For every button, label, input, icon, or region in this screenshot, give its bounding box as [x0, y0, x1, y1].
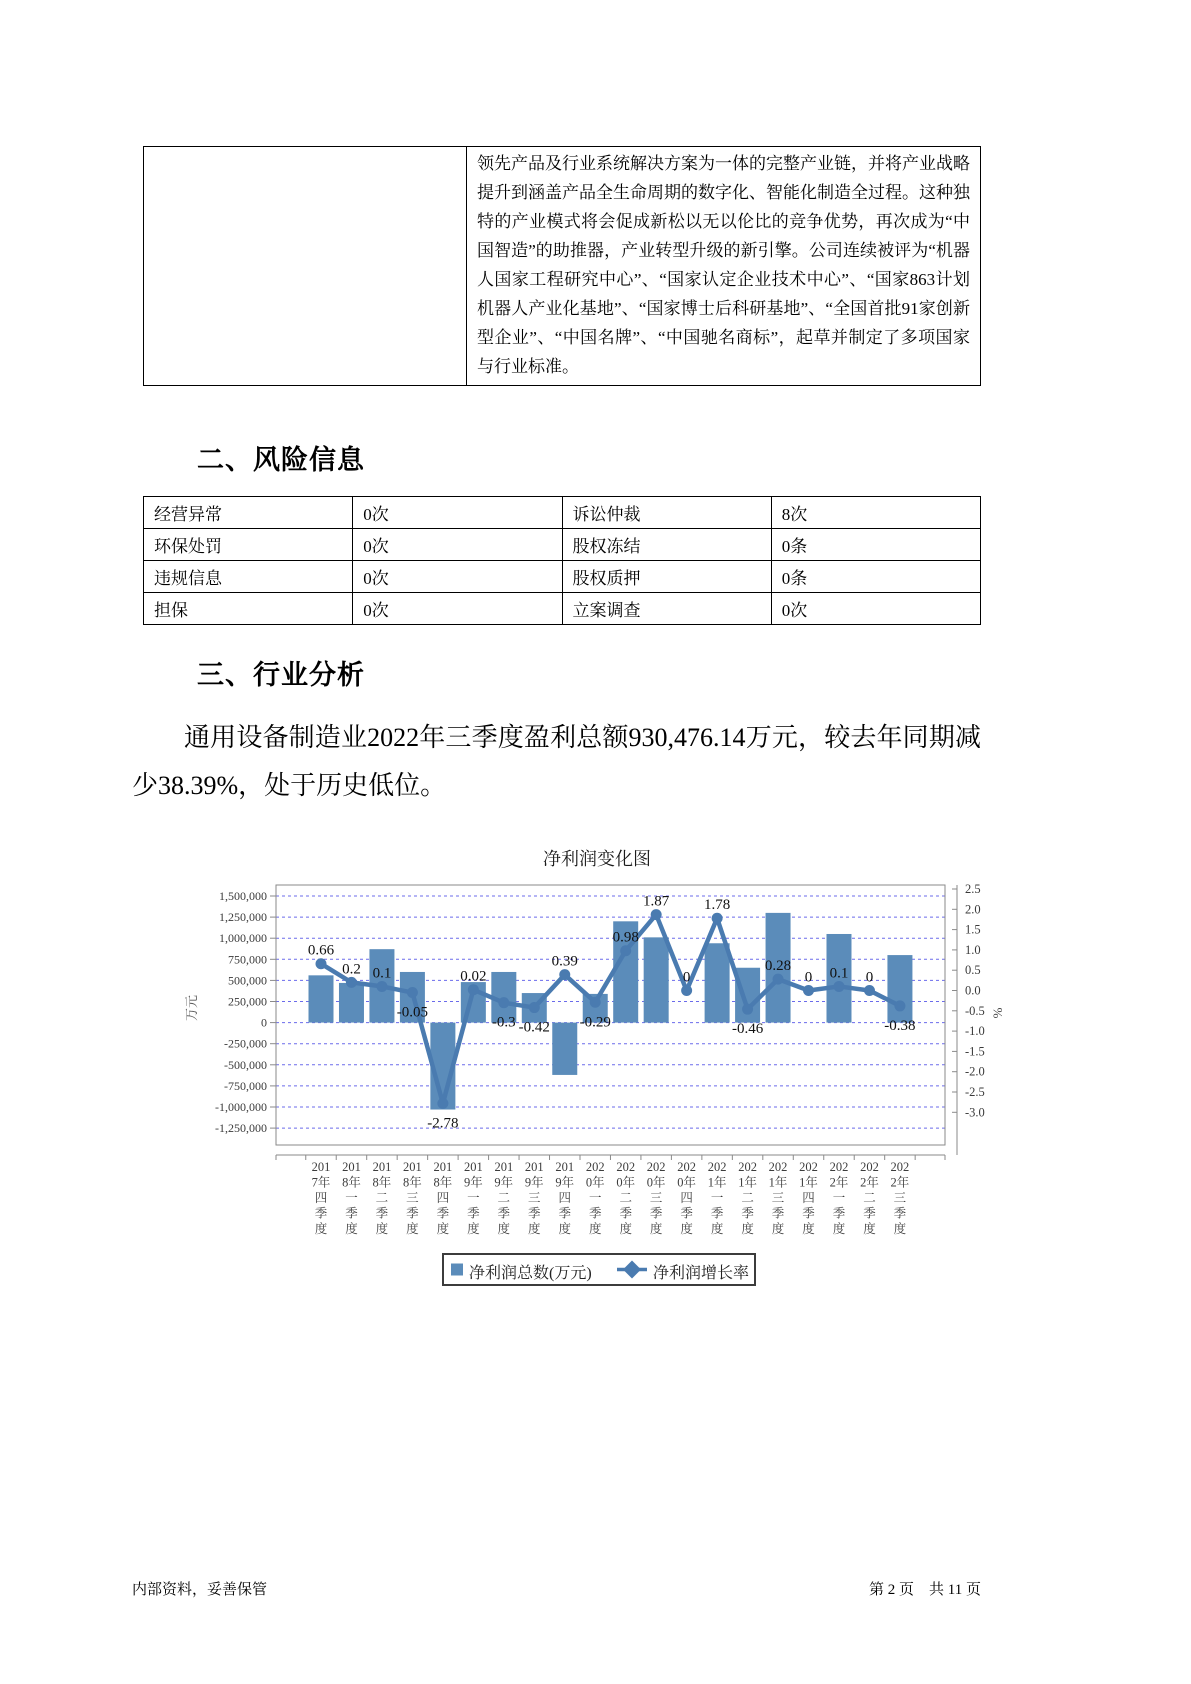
svg-text:1.5: 1.5	[965, 922, 981, 937]
svg-text:万元: 万元	[184, 994, 199, 1022]
svg-text:2020年二季度: 202 0年二季度	[616, 1160, 636, 1236]
industry-analysis-paragraph: 通用设备制造业2022年三季度盈利总额930,476.14万元，较去年同期减少38.39%，处于历史低位。	[132, 723, 981, 800]
svg-text:0: 0	[804, 969, 813, 986]
svg-text:0.39: 0.39	[551, 953, 578, 970]
svg-text:净利润变化图: 净利润变化图	[543, 849, 651, 869]
svg-text:0: 0	[682, 969, 691, 986]
risk-table-cell: 担保	[144, 593, 353, 625]
svg-text:0.28: 0.28	[764, 958, 792, 975]
svg-text:2020年三季度: 202 0年三季度	[646, 1160, 666, 1236]
risk-table-cell: 环保处罚	[144, 529, 353, 561]
svg-text:0.02: 0.02	[460, 968, 487, 985]
svg-text:2.0: 2.0	[965, 902, 981, 917]
svg-text:2022年二季度: 202 2年二季度	[860, 1160, 879, 1236]
svg-text:0.0: 0.0	[965, 983, 981, 998]
risk-table-row	[144, 529, 981, 561]
svg-text:2019年一季度: 201 9年一季度	[463, 1160, 483, 1236]
svg-text:-1,250,000: -1,250,000	[215, 1121, 267, 1136]
svg-text:2.5: 2.5	[965, 882, 981, 896]
risk-table-cell: 0次	[353, 561, 562, 593]
svg-text:-2.78: -2.78	[427, 1115, 459, 1132]
svg-text:-0.3: -0.3	[491, 1014, 516, 1031]
risk-table-cell: 0条	[771, 561, 980, 593]
svg-text:2018年四季度: 201 8年四季度	[433, 1160, 453, 1236]
svg-text:-3.0: -3.0	[965, 1105, 985, 1120]
svg-text:2019年二季度: 201 9年二季度	[494, 1160, 514, 1236]
risk-table-cell: 股权质押	[562, 561, 771, 593]
svg-text:-2.0: -2.0	[965, 1064, 985, 1079]
risk-info-table	[143, 496, 981, 625]
svg-text:2020年四季度: 202 0年四季度	[677, 1160, 697, 1236]
industry-section-heading: 三、行业分析	[197, 660, 365, 690]
svg-text:%: %	[990, 1007, 1005, 1019]
svg-text:2019年四季度: 201 9年四季度	[555, 1160, 575, 1236]
svg-text:净利润增长率: 净利润增长率	[653, 1265, 750, 1282]
risk-table-cell: 诉讼仲裁	[562, 497, 771, 529]
risk-table-cell: 0次	[771, 593, 980, 625]
risk-section-heading: 二、风险信息	[197, 445, 365, 475]
risk-table-cell: 违规信息	[144, 561, 353, 593]
svg-text:1,000,000: 1,000,000	[219, 931, 267, 946]
svg-text:0: 0	[261, 1015, 267, 1030]
company-profile-text-cell: 领先产品及行业系统解决方案为一体的完整产业链，并将产业战略提升到涵盖产品全生命周期的数字化、智能化制造全过程。这种独特的产业模式将会促成新松以无以伦比的竞争优势，再次成为“中国智造”的助推器，产业转型升级的新引擎。公司连续被评为“机器人国家工程研究中心”、“国家认定企业技术中心”、“国家863计划机器人产业化基地”、“国家博士后科研基地”、“全国首批91家创新型企业”、“中国名牌”、“中国驰名商标”，起草并制定了多项国家与行业标准。	[467, 147, 981, 386]
svg-text:2018年三季度: 201 8年三季度	[403, 1160, 422, 1236]
svg-text:750,000: 750,000	[228, 952, 267, 967]
svg-text:-1.0: -1.0	[965, 1024, 985, 1039]
risk-table-cell: 0条	[771, 529, 980, 561]
svg-text:1,250,000: 1,250,000	[219, 910, 267, 925]
svg-text:-1,000,000: -1,000,000	[215, 1100, 267, 1114]
company-profile-table	[143, 146, 981, 386]
svg-text:-0.5: -0.5	[965, 1003, 985, 1018]
svg-text:0: 0	[865, 969, 874, 986]
svg-text:1.78: 1.78	[703, 897, 731, 914]
svg-text:0.66: 0.66	[307, 942, 335, 959]
svg-text:-0.42: -0.42	[518, 1019, 550, 1036]
svg-text:1,500,000: 1,500,000	[219, 889, 267, 903]
svg-text:-0.29: -0.29	[579, 1014, 611, 1031]
risk-table-cell: 0次	[353, 529, 562, 561]
svg-text:-0.05: -0.05	[396, 1004, 429, 1021]
risk-table-cell: 经营异常	[144, 497, 353, 529]
svg-text:2021年二季度: 202 1年二季度	[738, 1160, 757, 1236]
company-profile-empty-cell	[144, 147, 467, 386]
svg-text:-0.46: -0.46	[731, 1021, 764, 1038]
svg-text:0.5: 0.5	[965, 963, 981, 978]
risk-table-row	[144, 497, 981, 529]
table-row	[144, 147, 981, 386]
svg-text:2022年三季度: 202 2年三季度	[890, 1160, 910, 1236]
svg-text:-0.38: -0.38	[884, 1017, 916, 1034]
svg-text:2018年二季度: 201 8年二季度	[372, 1160, 392, 1236]
svg-text:2022年一季度: 202 2年一季度	[829, 1160, 849, 1236]
svg-text:0.98: 0.98	[612, 929, 639, 946]
svg-text:2021年三季度: 202 1年三季度	[768, 1160, 788, 1236]
svg-text:500,000: 500,000	[228, 973, 267, 988]
footer-page-number: 第 2 页 共 11 页	[869, 1582, 981, 1598]
svg-text:2021年四季度: 202 1年四季度	[799, 1160, 818, 1236]
svg-text:0.1: 0.1	[372, 965, 392, 982]
net-profit-chart-svg	[180, 840, 1050, 1300]
svg-text:净利润总数(万元): 净利润总数(万元)	[469, 1265, 592, 1282]
svg-text:2019年三季度: 201 9年三季度	[524, 1160, 544, 1236]
svg-text:-250,000: -250,000	[224, 1036, 267, 1051]
risk-table-cell: 0次	[353, 497, 562, 529]
svg-text:0.2: 0.2	[342, 961, 361, 978]
risk-table-cell: 立案调查	[562, 593, 771, 625]
svg-text:0.1: 0.1	[829, 965, 849, 982]
svg-text:1.0: 1.0	[965, 942, 981, 957]
footer-confidential-note: 内部资料，妥善保管	[132, 1582, 268, 1598]
risk-table-row	[144, 561, 981, 593]
svg-text:1.87: 1.87	[643, 893, 670, 910]
risk-table-cell: 0次	[353, 593, 562, 625]
risk-table-cell: 8次	[771, 497, 980, 529]
svg-text:2020年一季度: 202 0年一季度	[585, 1160, 605, 1236]
svg-text:-500,000: -500,000	[224, 1057, 267, 1072]
svg-text:-750,000: -750,000	[224, 1078, 267, 1093]
svg-text:2017年四季度: 201 7年四季度	[311, 1160, 331, 1236]
net-profit-chart	[180, 840, 1050, 1300]
svg-text:2021年一季度: 202 1年一季度	[707, 1160, 727, 1236]
svg-text:2018年一季度: 201 8年一季度	[342, 1160, 361, 1236]
risk-table-row	[144, 593, 981, 625]
svg-text:-2.5: -2.5	[965, 1085, 985, 1099]
svg-text:250,000: 250,000	[228, 994, 267, 1009]
svg-text:-1.5: -1.5	[965, 1044, 985, 1059]
risk-table-cell: 股权冻结	[562, 529, 771, 561]
